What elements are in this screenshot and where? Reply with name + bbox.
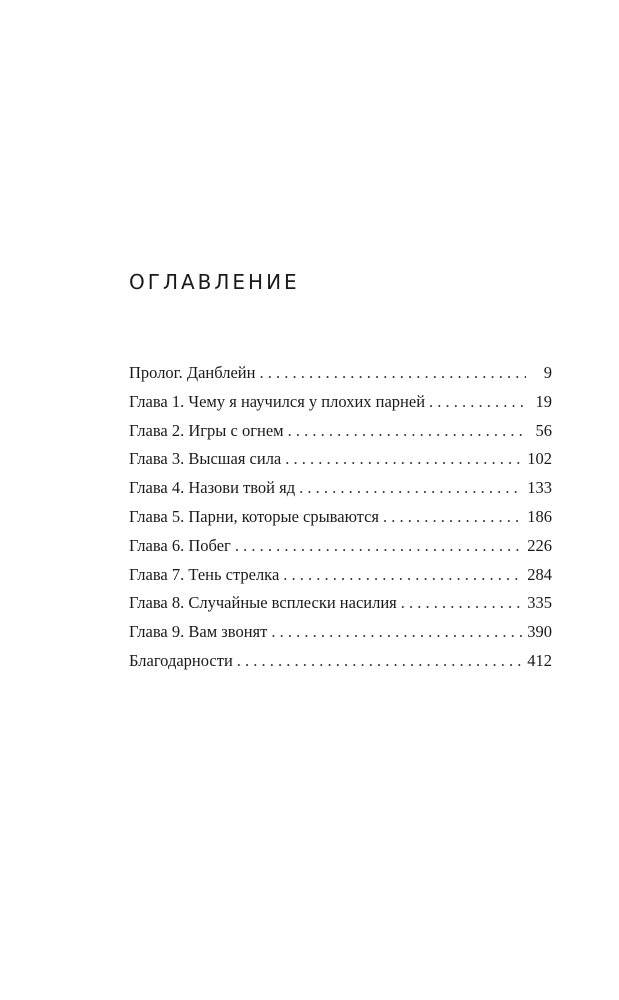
- toc-entry-title: Глава 6. Побег: [129, 535, 231, 555]
- toc-entry-title: Благодарности: [129, 650, 233, 670]
- dot-leader: [401, 589, 523, 618]
- toc-entry-title: Глава 3. Высшая сила: [129, 449, 282, 469]
- dot-leader: [288, 417, 526, 446]
- dot-leader: [235, 532, 523, 561]
- toc-entry-chapter-7: [129, 561, 552, 590]
- toc-entry-page: 19: [535, 391, 552, 411]
- dot-leader: [285, 445, 523, 474]
- toc-entry-title: Глава 8. Случайные всплески насилия: [129, 593, 397, 613]
- dot-leader: [283, 561, 523, 590]
- toc-entry-page: 133: [527, 478, 552, 498]
- toc-entry-chapter-1: [129, 388, 552, 417]
- toc-heading: ОГЛАВЛЕНИЕ: [129, 270, 300, 294]
- toc-entry-page: 186: [527, 506, 552, 526]
- toc-entry-title: Глава 5. Парни, которые срываются: [129, 506, 380, 526]
- dot-leader: [299, 474, 523, 503]
- toc-entry-title: Глава 4. Назови твой яд: [129, 478, 296, 498]
- toc-entry-chapter-4: [129, 474, 552, 503]
- toc-entry-acknowledgements: [129, 647, 552, 676]
- dot-leader: [429, 388, 526, 417]
- toc-entry-page: 56: [535, 420, 552, 440]
- toc-entry-page: 335: [527, 593, 552, 613]
- toc-entry-page: 9: [543, 363, 552, 382]
- toc-entry-chapter-9: [129, 618, 552, 647]
- dot-leader: [259, 359, 526, 388]
- dot-leader: [237, 647, 523, 676]
- dot-leader: [383, 503, 523, 532]
- toc-entry-chapter-3: [129, 445, 552, 474]
- toc-entry-title: Глава 1. Чему я научился у плохих парней: [129, 391, 426, 411]
- toc-entry-title: Глава 9. Вам звонят: [129, 622, 268, 642]
- toc-entry-chapter-2: [129, 417, 552, 446]
- toc-entry-title: Глава 2. Игры с огнем: [129, 420, 284, 440]
- toc-entry-page: 412: [527, 650, 552, 670]
- toc-entry-chapter-5: [129, 503, 552, 532]
- toc-entry-title: Пролог. Данблейн: [129, 363, 256, 382]
- toc-entry-page: 284: [527, 564, 552, 584]
- toc-entry-page: 226: [527, 535, 552, 555]
- toc-entry-page: 102: [527, 449, 552, 469]
- toc-entry-prologue: [129, 359, 552, 388]
- toc-entry-chapter-6: [129, 532, 552, 561]
- toc-entry-chapter-8: [129, 589, 552, 618]
- toc-entry-title: Глава 7. Тень стрелка: [129, 564, 280, 584]
- dot-leader: [271, 618, 523, 647]
- toc-entry-page: 390: [527, 622, 552, 642]
- table-of-contents: [129, 359, 552, 676]
